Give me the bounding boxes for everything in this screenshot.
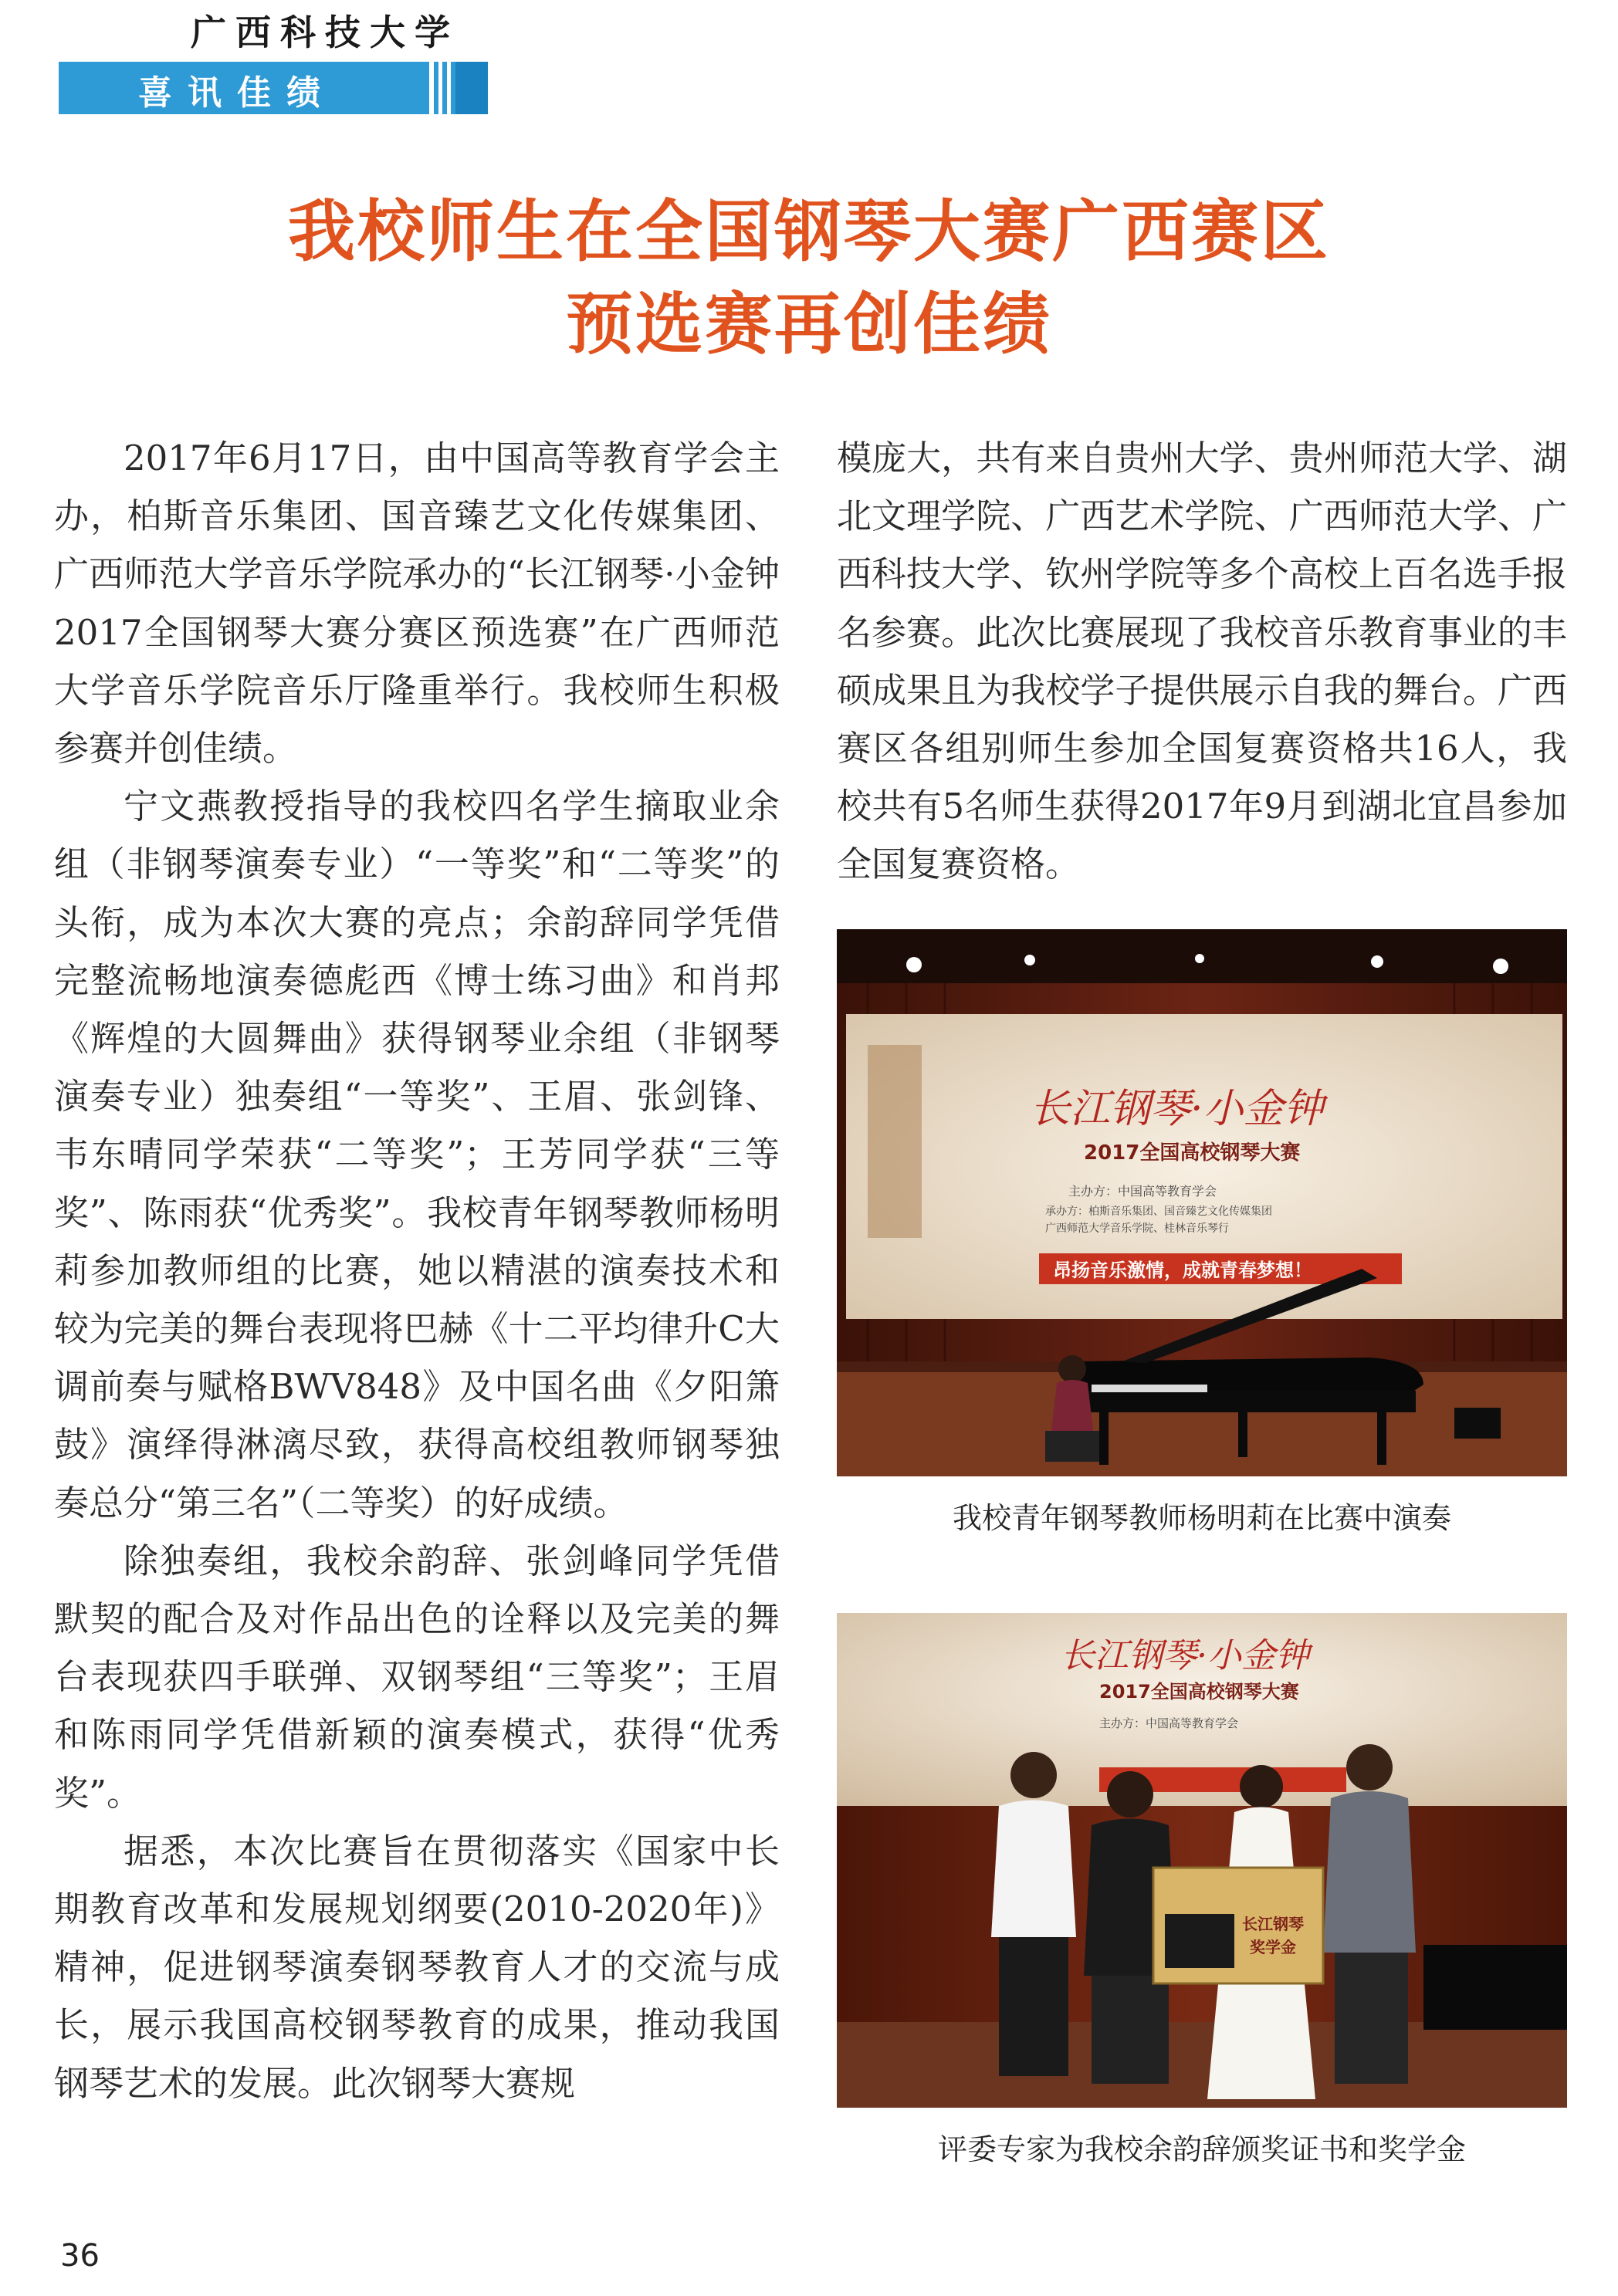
page-number: 36 <box>60 2238 100 2274</box>
photo-teacher-performing <box>837 929 1567 1476</box>
section-header-band <box>59 62 488 114</box>
screen-slogan-text: 昂扬音乐激情，成就青春梦想！ <box>1053 1260 1312 1281</box>
photo2-caption: 评委专家为我校余韵辞颁奖证书和奖学金 <box>937 2132 1466 2166</box>
photo1-caption: 我校青年钢琴教师杨明莉在比赛中演奏 <box>952 1501 1451 1535</box>
paragraph-1: 2017年6月17日，由中国高等教育学会主办，柏斯音乐集团、国音臻艺文化传媒集团、广西师范大学音乐学院承办的“长江钢琴·小金钟2017全国钢琴大赛分赛区预选赛”在广西师范大学音乐学院音乐厅隆重举行。我校师生积极参赛并创佳绩。 <box>54 438 780 769</box>
decorative-stripes <box>434 62 455 114</box>
article-right-column <box>837 429 1567 894</box>
paragraph-3: 除独奏组，我校余韵辞、张剑峰同学凭借默契的配合及对作品出色的诠释以及完美的舞台表现获四手联弹、双钢琴组“三等奖”；王眉和陈雨同学凭借新颖的演奏模式，获得“优秀奖”。 <box>54 1540 780 1814</box>
photo-award-ceremony <box>837 1613 1567 2108</box>
decorative-accent-bar <box>455 62 488 114</box>
screen-brand-text: 长江钢琴·小金钟 <box>1030 1086 1324 1132</box>
screen-cohost2-text: 广西师范大学音乐学院、桂林音乐琴行 <box>1045 1222 1229 1235</box>
award-board <box>1153 1868 1323 1983</box>
award-board-line1: 长江钢琴 <box>1242 1915 1304 1933</box>
paragraph-2: 宁文燕教授指导的我校四名学生摘取业余组（非钢琴演奏专业）“一等奖”和“二等奖”的头衔，成为本次大赛的亮点；余韵辞同学凭借完整流畅地演奏德彪西《博士练习曲》和肖邦《辉煌的大圆舞曲》获得钢琴业余组（非钢琴演奏专业）独奏组“一等奖”、王眉、张剑锋、韦东晴同学荣获“二等奖”；王芳同学获“三等奖”、陈雨获“优秀奖”。我校青年钢琴教师杨明莉参加教师组的比赛，她以精湛的演奏技术和较为完美的舞台表现将巴赫《十二平均律升C大调前奏与赋格BWV848》及中国名曲《夕阳箫鼓》演绎得淋漓尽致，获得高校组教师钢琴独奏总分“第三名”（二等奖）的好成绩。 <box>54 786 780 1523</box>
university-name: 广西科技大学 <box>191 12 459 53</box>
section-label-box <box>59 62 429 114</box>
award-board-line2: 奖学金 <box>1250 1938 1296 1956</box>
screen2-brand-text: 长江钢琴·小金钟 <box>1061 1636 1309 1676</box>
screen2-event-text: 2017全国高校钢琴大赛 <box>1099 1681 1299 1703</box>
paragraph-4-continued: 模庞大，共有来自贵州大学、贵州师范大学、湖北文理学院、广西艺术学院、广西师范大学、广西科技大学、钦州学院等多个高校上百名选手报名参赛。此次比赛展现了我校音乐教育事业的丰硕成果且为我校学子提供展示自我的舞台。广西赛区各组别师生参加全国复赛资格共16人，我校共有5名师生获得2017年9月到湖北宜昌参加全国复赛资格。 <box>837 438 1567 885</box>
article-title-line2: 预选赛再创佳绩 <box>566 284 1052 364</box>
article-title-line1: 我校师生在全国钢琴大赛广西赛区 <box>288 191 1330 271</box>
paragraph-4: 据悉，本次比赛旨在贯彻落实《国家中长期教育改革和发展规划纲要(2010-2020年)》精神，促进钢琴演奏钢琴教育人才的交流与成长，展示我国高校钢琴教育的成果，推动我国钢琴艺术的发展。此次钢琴大赛规 <box>54 1830 780 2104</box>
screen2-organizer-text: 主办方：中国高等教育学会 <box>1099 1716 1239 1730</box>
article-left-column <box>54 429 780 2112</box>
section-label: 喜讯佳绩 <box>138 73 336 113</box>
screen-cohost1-text: 承办方：柏斯音乐集团、国音臻艺文化传媒集团 <box>1045 1205 1272 1218</box>
screen-event-text: 2017全国高校钢琴大赛 <box>1084 1141 1301 1165</box>
screen-organizer-text: 主办方：中国高等教育学会 <box>1068 1184 1217 1199</box>
